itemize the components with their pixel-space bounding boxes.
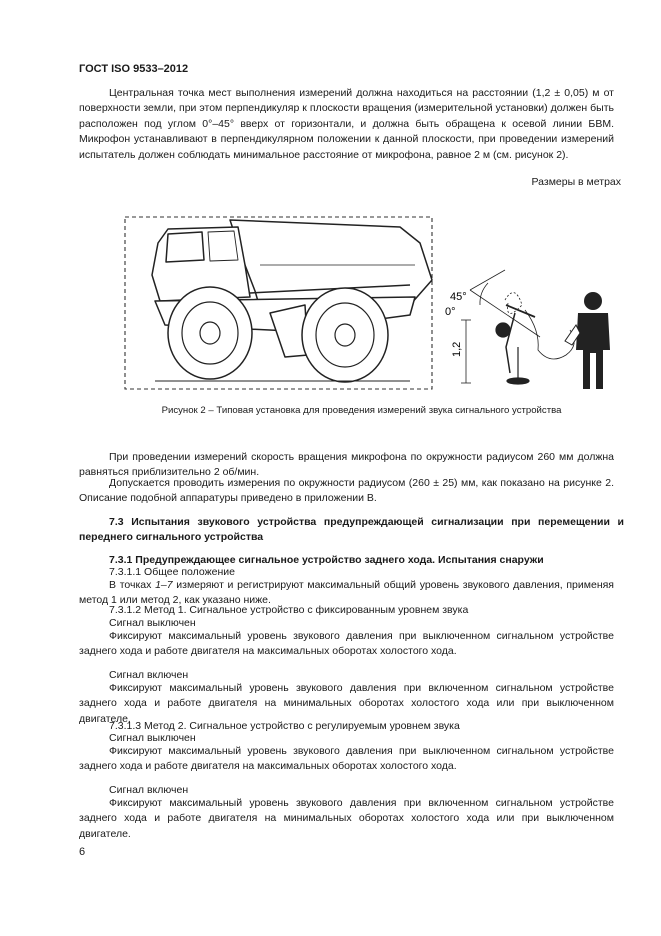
points-pre: В точках xyxy=(109,579,156,591)
method2-off-text: Фиксируют максимальный уровень звукового давления при выключенном сигнальном устройстве заднего хода и работе двигателя на максимальных оборотах холостого хода. xyxy=(79,745,614,773)
rear-wheel xyxy=(302,288,388,382)
front-wheel xyxy=(168,287,252,379)
method2-on-text: Фиксируют максимальный уровень звукового давления при включенном сигнальном устройстве заднего хода и работе двигателя на минимальных оборотах холостого хода или при выключенном двигателе. xyxy=(79,797,614,840)
method1-off-text: Фиксируют максимальный уровень звукового давления при выключенном сигнальном устройстве заднего хода и работе двигателя на максимальных оборотах холостого хода. xyxy=(79,630,614,658)
microphone-setup xyxy=(461,270,574,384)
section-7-3-1-3-heading: 7.3.1.3 Метод 2. Сигнальное устройство с регулируемым уровнем звука xyxy=(109,720,460,732)
document-header: ГОСТ ISO 9533–2012 xyxy=(79,63,189,75)
figure-2-drawing xyxy=(110,205,630,400)
method1-off-label: Сигнал выключен xyxy=(109,617,196,629)
method2-on-label: Сигнал включен xyxy=(109,784,189,796)
points-post: измеряют и регистрируют максимальный общий уровень звукового давления, применяя метод 1 или метод 2, как указано ниже. xyxy=(79,579,614,607)
angle-45-label: 45° xyxy=(450,291,467,303)
units-note: Размеры в метрах xyxy=(531,176,621,188)
paragraph-allowed: Допускается проводить измерения по окружности радиусом (260 ± 25) мм, как показано на рисунке 2. Описание подобной аппаратуры приведено в приложении В. xyxy=(79,477,614,505)
height-label: 1,2 xyxy=(451,341,463,357)
dump-truck xyxy=(152,220,432,382)
method1-on-text: Фиксируют максимальный уровень звукового давления при включенном сигнальном устройстве заднего хода и работе двигателя на минимальных оборотах холостого хода или при выключенном двигателе. xyxy=(79,682,614,725)
method1-on-label: Сигнал включен xyxy=(109,669,189,681)
section-7-3-1-heading: 7.3.1 Предупреждающее сигнальное устройство заднего хода. Испытания снаружи xyxy=(109,554,544,566)
page-number: 6 xyxy=(79,846,86,858)
person-icon xyxy=(565,292,610,389)
points-range: 1–7 xyxy=(155,579,173,591)
section-7-3-heading: 7.3 Испытания звукового устройства предупреждающей сигнализации при перемещении и переднего сигнального устройства xyxy=(79,516,624,544)
section-7-3-1-1-heading: 7.3.1.1 Общее положение xyxy=(109,566,235,578)
figure-caption: Рисунок 2 – Типовая установка для проведения измерений звука сигнального устройства xyxy=(161,405,562,416)
method2-off-label: Сигнал выключен xyxy=(109,732,196,744)
intro-paragraph: Центральная точка мест выполнения измерений должна находиться на расстоянии (1,2 ± 0,05) м от поверхности земли, при этом перпендикуляр к плоскости вращения (измерительной установки) должен быть расположен под углом 0°–45° вверх от горизонтали, и должна быть обращена к осевой линии БВМ. Микрофон устанавливают в перпендикулярном положении к данной плоскости, при проведении измерений испытатель должен соблюдать минимальное расстояние от микрофона, равное 2 м (см. рисунок 2). xyxy=(79,87,614,161)
section-7-3-1-2-heading: 7.3.1.2 Метод 1. Сигнальное устройство с фиксированным уровнем звука xyxy=(109,604,469,616)
paragraph-speed: При проведении измерений скорость вращения микрофона по окружности радиусом 260 мм должна равняться приблизительно 2 об/мин. xyxy=(79,451,614,479)
angle-0-label: 0° xyxy=(445,306,456,318)
